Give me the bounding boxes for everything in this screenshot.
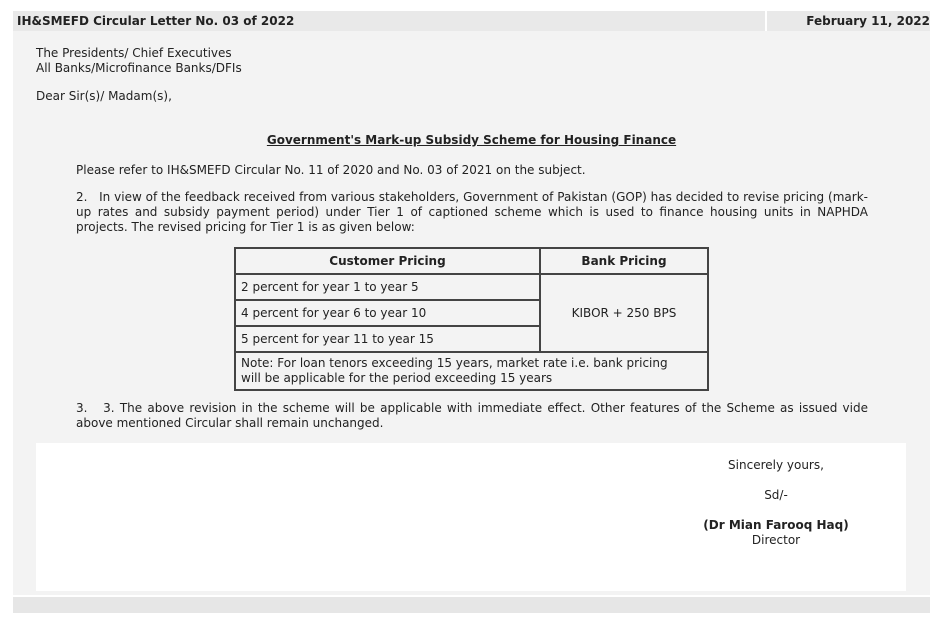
salutation: Dear Sir(s)/ Madam(s), (36, 89, 172, 103)
paragraph-2: 2. In view of the feedback received from various stakeholders, Government of Pakistan (GOP) has decided to revise pricing (mark-up rates and subsidy payment period) under Tier 1 of captioned scheme which is used to finance housing units in NAPHDA projects. The revised pricing for Tier 1 is as given below: (76, 190, 872, 234)
header-bank-pricing: Bank Pricing (540, 248, 708, 274)
closing-signature: Sd/- (764, 488, 788, 502)
customer-pricing-cell: 4 percent for year 6 to year 10 (235, 300, 540, 326)
table-row (235, 274, 708, 300)
footer-bar (13, 597, 930, 613)
customer-pricing-cell: 5 percent for year 11 to year 15 (235, 326, 540, 352)
letter-body (13, 31, 930, 595)
subject-heading: Government's Mark-up Subsidy Scheme for Housing Finance (266, 133, 677, 147)
signature-block (36, 443, 906, 591)
closing-sincerely: Sincerely yours, (728, 458, 824, 472)
paragraph-3: 3. 3. The above revision in the scheme will be applicable with immediate effect. Other features of the Scheme as issued vide above mentioned Circular shall remain unchanged. (76, 401, 872, 430)
signatory-designation: Director (751, 533, 801, 547)
addressee-line-1: The Presidents/ Chief Executives (36, 46, 232, 60)
paragraph-1: Please refer to IH&SMEFD Circular No. 11 of 2020 and No. 03 of 2021 on the subject. (76, 163, 586, 177)
bank-pricing-cell: KIBOR + 250 BPS (540, 274, 708, 352)
header-customer-pricing: Customer Pricing (235, 248, 540, 274)
table-header-row (235, 248, 708, 274)
addressee-line-2: All Banks/Microfinance Banks/DFIs (36, 61, 242, 75)
circular-header (13, 11, 930, 31)
table-note: Note: For loan tenors exceeding 15 years, market rate i.e. bank pricing will be applicable for the period exceeding 15 years (235, 352, 708, 390)
customer-pricing-cell: 2 percent for year 1 to year 5 (235, 274, 540, 300)
signatory-name: (Dr Mian Farooq Haq) (703, 518, 849, 532)
circular-date: February 11, 2022 (806, 14, 930, 28)
addressee-block (36, 46, 242, 76)
table-note-row (235, 352, 708, 390)
circular-title: IH&SMEFD Circular Letter No. 03 of 2022 (17, 14, 295, 28)
pricing-table (234, 247, 709, 391)
